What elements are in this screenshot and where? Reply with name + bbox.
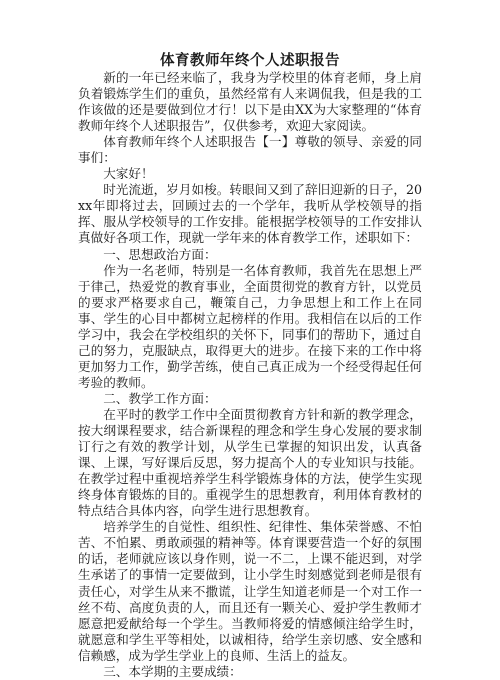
- paragraph-teaching: 在平时的教学工作中全面贯彻教育方针和新的教学理念，按大纲课程要求，结合新课程的理念和学生身心发展的要求制订行之有效的教学计划，从学生已掌握的知识出发，认真备课、上课，写好课后反思，努力提高个人的专业知识与技能。在教学过程中重视培养学生科学锻炼身体的方法，使学生实现终身体育锻炼的目的。重视学生的思想教育，利用体育教材的特点结合具体内容，向学生进行思想教育。: [78, 406, 422, 519]
- section-heading-achievements: 三、本学期的主要成绩：: [103, 663, 242, 679]
- paragraph-ideology: 作为一名老师，特别是一名体育教师，我首先在思想上严于律己，热爱党的教育事业，全面贯彻党的教育方针，以党员的要求严格要求自己，鞭策自己，力争思想上和工作上在同事、学生的心目中都树立起榜样的作用。我相信在以后的工作学习中，我会在学校组织的关怀下，同事们的帮助下，通过自己的努力，克服缺点，取得更大的进步。在接下来的工作中将更加努力工作，勤学苦练，使自己真正成为一个经受得起任何考验的教师。: [78, 262, 422, 390]
- document-body: [78, 70, 422, 679]
- paragraph-intro: 新的一年已经来临了，我身为学校里的体育老师，身上肩负着锻炼学生们的重负，虽然经常有人来调侃我，但是我的工作该做的还是要做到位才行！以下是由XX为大家整理的“体育教师年终个人述职报告”，仅供参考，欢迎大家阅读。: [78, 70, 422, 134]
- section-heading-teaching: 二、教学工作方面：: [103, 390, 217, 406]
- section-heading-ideology: 一、思想政治方面：: [103, 246, 217, 262]
- paragraph-opening: 时光流逝，岁月如梭。转眼间又到了辞旧迎新的日子，20xx年即将过去，回顾过去的一个学年，我听从学校领导的指挥、服从学校领导的工作安排。能根据学校领导的工作安排认真做好各项工作，现就一学年来的体育教学工作，述职如下：: [78, 182, 422, 246]
- paragraph-salutation: 体育教师年终个人述职报告【一】尊敬的领导、亲爱的同事们：: [78, 134, 422, 166]
- paragraph-cultivation: 培养学生的自觉性、组织性、纪律性、集体荣誉感、不怕苦、不怕累、勇敢顽强的精神等。体育课要营造一个好的氛围的话，老师就应该以身作则，说一不二，上课不能迟到，对学生承诺了的事情一定要做到，让小学生时刻感觉到老师是很有责任心，对学生从来不撒谎，让学生知道老师是一个对工作一丝不苟、高度负责的人，而且还有一颗关心、爱护学生教师才愿意把爱献给每一个学生。当教师将爱的情感倾注给学生时，就愿意和学生平等相处，以诚相待，给学生亲切感、安全感和信赖感，成为学生学业上的良师、生活上的益友。: [78, 519, 422, 663]
- document-title: 体育教师年终个人述职报告: [160, 52, 340, 69]
- paragraph-greeting: 大家好！: [103, 166, 154, 182]
